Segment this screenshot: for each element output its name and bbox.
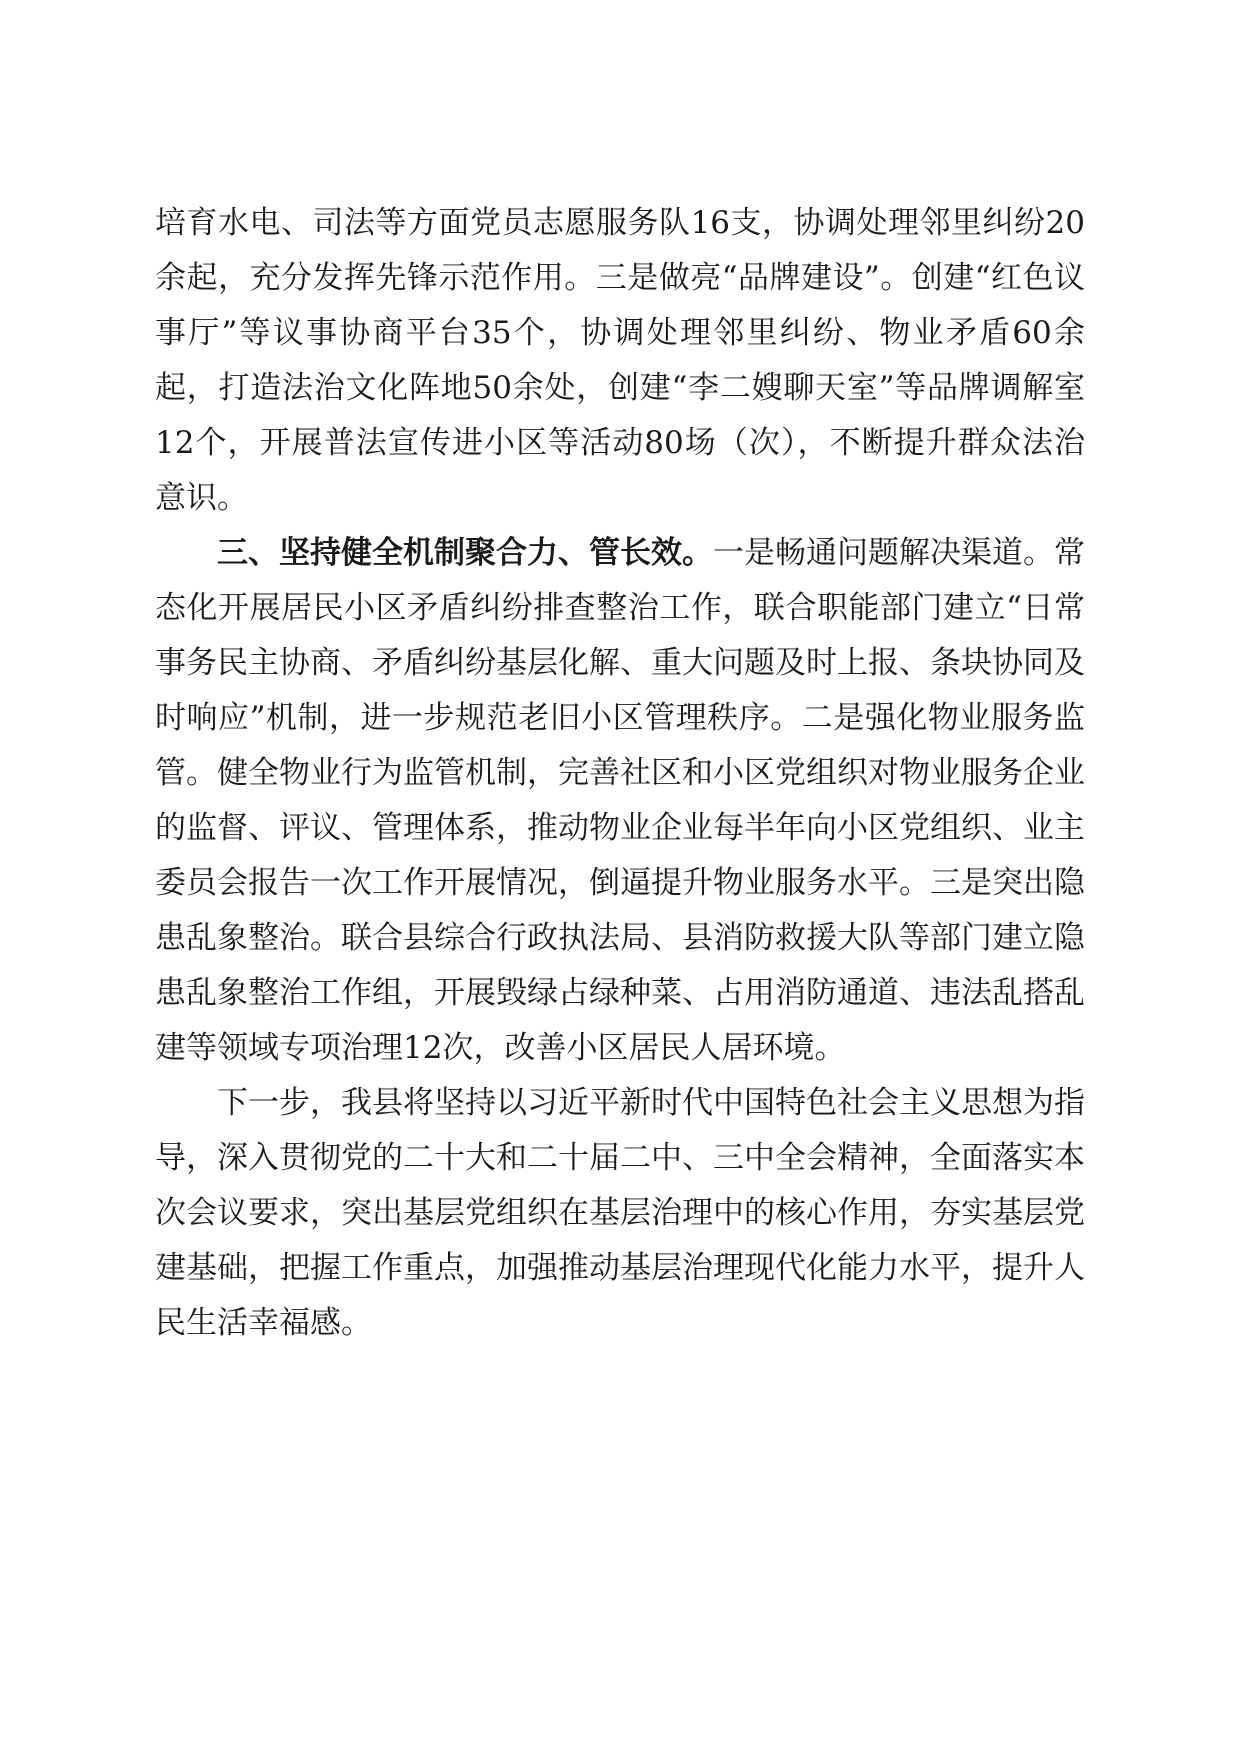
paragraph-next-steps: [155, 1076, 1085, 1351]
paragraph-section-three: [155, 526, 1085, 1076]
section-heading: 三、坚持健全机制聚合力、管长效。: [217, 535, 713, 571]
paragraph-text: 下一步，我县将坚持以习近平新时代中国特色社会主义思想为指导，深入贯彻党的二十大和二十届二中、三中全会精神，全面落实本次会议要求，突出基层党组织在基层治理中的核心作用，夯实基层党建基础，把握工作重点，加强推动基层治理现代化能力水平，提升人民生活幸福感。: [155, 1085, 1085, 1341]
paragraph-continued: [155, 196, 1085, 526]
paragraph-text: 培育水电、司法等方面党员志愿服务队16支，协调处理邻里纠纷20余起，充分发挥先锋示范作用。三是做亮“品牌建设”。创建“红色议事厅”等议事协商平台35个，协调处理邻里纠纷、物业矛盾60余起，打造法治文化阵地50余处，创建“李二嫂聊天室”等品牌调解室12个，开展普法宣传进小区等活动80场（次），不断提升群众法治意识。: [155, 205, 1085, 516]
paragraph-text: 一是畅通问题解决渠道。常态化开展居民小区矛盾纠纷排查整治工作，联合职能部门建立“日常事务民主协商、矛盾纠纷基层化解、重大问题及时上报、条块协同及时响应”机制，进一步规范老旧小区管理秩序。二是强化物业服务监管。健全物业行为监管机制，完善社区和小区党组织对物业服务企业的监督、评议、管理体系，推动物业企业每半年向小区党组织、业主委员会报告一次工作开展情况，倒逼提升物业服务水平。三是突出隐患乱象整治。联合县综合行政执法局、县消防救援大队等部门建立隐患乱象整治工作组，开展毁绿占绿种菜、占用消防通道、违法乱搭乱建等领域专项治理12次，改善小区居民人居环境。: [155, 535, 1085, 1066]
document-body: [155, 196, 1085, 1351]
